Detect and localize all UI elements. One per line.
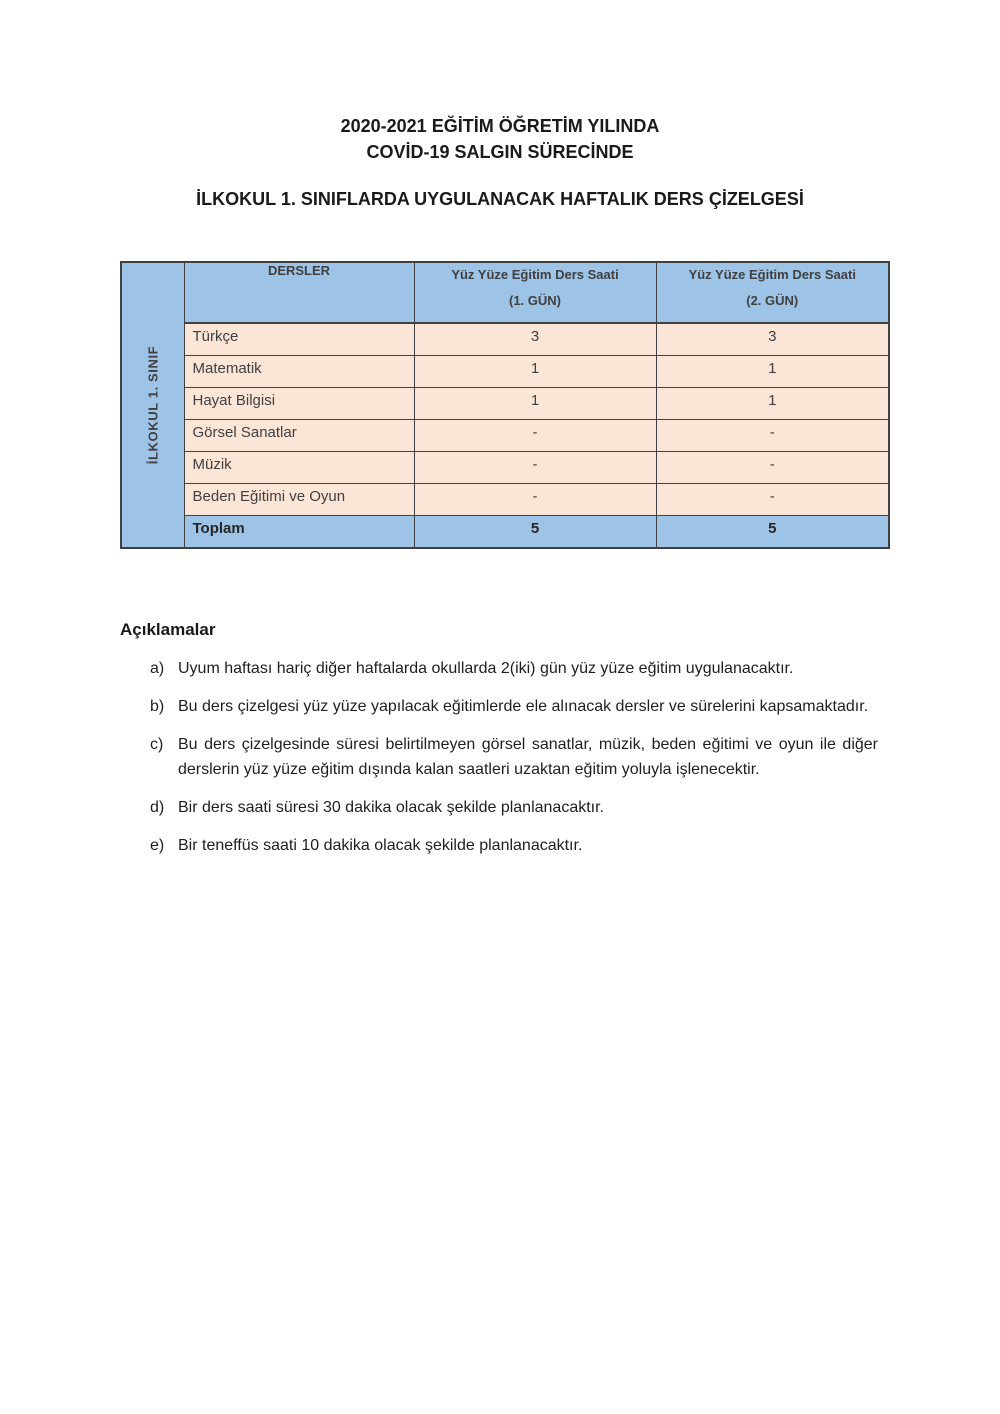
- day1-hours: 1: [414, 355, 656, 387]
- ders-name: Hayat Bilgisi: [184, 387, 414, 419]
- title-line-1: 2020-2021 EĞİTİM ÖĞRETİM YILINDA: [340, 116, 660, 136]
- row-group-cell: [121, 262, 184, 548]
- ders-name: Türkçe: [184, 323, 414, 355]
- day2-hours: -: [656, 451, 889, 483]
- note-marker: e): [150, 837, 165, 854]
- day2-hours: -: [656, 419, 889, 451]
- note-item-c: [150, 732, 878, 782]
- day1-hours: -: [414, 419, 656, 451]
- table-header-row: [121, 262, 889, 323]
- page-title: [0, 113, 1000, 165]
- column-header-day2: [656, 262, 889, 323]
- note-marker: b): [150, 698, 165, 715]
- schedule-table: [120, 261, 890, 549]
- note-text: Bir teneffüs saati 10 dakika olacak şekilde planlanacaktır.: [178, 837, 583, 854]
- note-item-d: [150, 795, 878, 820]
- day2-hours: -: [656, 483, 889, 515]
- note-text: Bu ders çizelgesi yüz yüze yapılacak eğitimlerde ele alınacak dersler ve sürelerini kapsamaktadır.: [178, 698, 869, 715]
- table-row: [121, 323, 889, 355]
- note-item-a: [150, 656, 878, 681]
- table-row: [121, 387, 889, 419]
- note-item-b: [150, 694, 878, 719]
- page-subtitle: İLKOKUL 1. SINIFLARDA UYGULANACAK HAFTALIK DERS ÇİZELGESİ: [196, 189, 804, 209]
- total-day1: 5: [414, 515, 656, 548]
- column-header-dersler: DERSLER: [184, 262, 414, 323]
- column-header-day1-line1: Yüz Yüze Eğitim Ders Saati: [451, 267, 619, 282]
- column-header-day2-line1: Yüz Yüze Eğitim Ders Saati: [688, 267, 856, 282]
- title-line-2: COVİD-19 SALGIN SÜRECİNDE: [366, 142, 634, 162]
- total-label: Toplam: [184, 515, 414, 548]
- note-text: Bu ders çizelgesinde süresi belirtilmeyen görsel sanatlar, müzik, beden eğitimi ve oyun ile diğer derslerin yüz yüze eğitim dışında kalan saatleri uzaktan eğitim yoluyla işlenecektir.: [178, 736, 878, 778]
- note-marker: c): [150, 736, 164, 753]
- table-row: [121, 451, 889, 483]
- day2-hours: 1: [656, 355, 889, 387]
- ders-name: Müzik: [184, 451, 414, 483]
- day1-hours: -: [414, 483, 656, 515]
- table-row: [121, 419, 889, 451]
- notes-section: [120, 620, 878, 871]
- note-text: Uyum haftası hariç diğer haftalarda okullarda 2(iki) gün yüz yüze eğitim uygulanacaktır.: [178, 660, 794, 677]
- column-header-day2-line2: (2. GÜN): [746, 293, 799, 308]
- ders-name: Matematik: [184, 355, 414, 387]
- note-marker: d): [150, 799, 165, 816]
- ders-name: Beden Eğitimi ve Oyun: [184, 483, 414, 515]
- note-text: Bir ders saati süresi 30 dakika olacak şekilde planlanacaktır.: [178, 799, 604, 816]
- table-total-row: [121, 515, 889, 548]
- day2-hours: 1: [656, 387, 889, 419]
- notes-heading: Açıklamalar: [120, 620, 216, 639]
- note-marker: a): [150, 660, 165, 677]
- total-day2: 5: [656, 515, 889, 548]
- ders-name: Görsel Sanatlar: [184, 419, 414, 451]
- schedule-table-container: [120, 261, 890, 549]
- row-group-label: İLKOKUL 1. SINIF: [145, 345, 161, 465]
- column-header-day1: [414, 262, 656, 323]
- column-header-day1-line2: (1. GÜN): [509, 293, 561, 308]
- table-row: [121, 483, 889, 515]
- day1-hours: -: [414, 451, 656, 483]
- day2-hours: 3: [656, 323, 889, 355]
- table-row: [121, 355, 889, 387]
- note-item-e: [150, 833, 878, 858]
- day1-hours: 1: [414, 387, 656, 419]
- day1-hours: 3: [414, 323, 656, 355]
